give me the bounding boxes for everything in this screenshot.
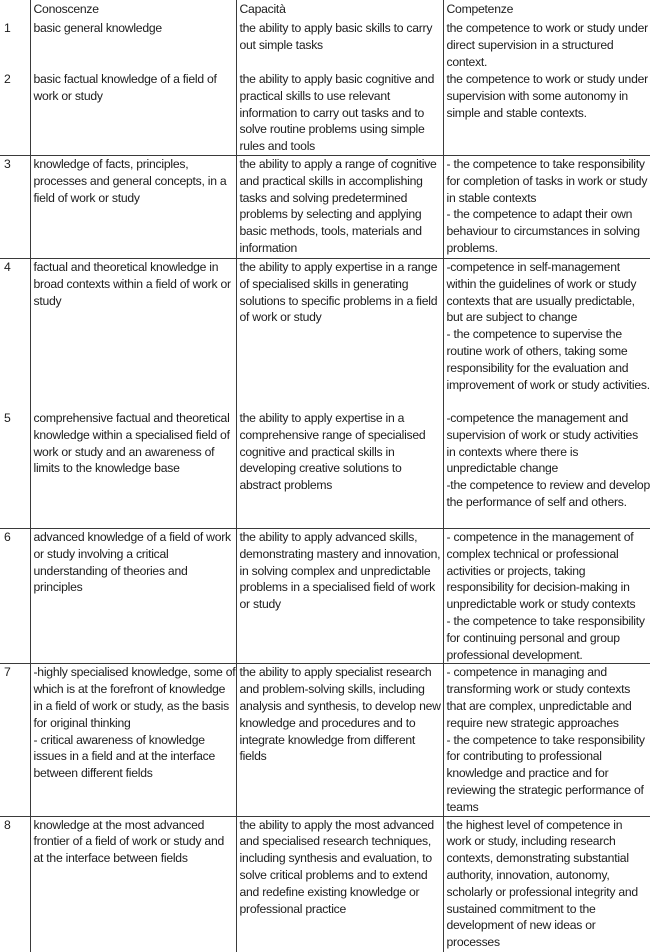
knowledge-cell	[30, 528, 236, 663]
competence-text: -competence the management and supervision of work or study activities in contexts where there is unpredictable change	[447, 410, 650, 477]
level-number: 4	[0, 258, 30, 410]
knowledge-cell	[30, 71, 236, 155]
knowledge-cell	[30, 816, 236, 952]
competence-cell	[443, 528, 650, 663]
competence-cell	[443, 20, 650, 71]
header-competence: Competenze	[443, 0, 650, 20]
level-row-6	[0, 528, 650, 663]
competence-cell	[443, 258, 650, 410]
level-number: 3	[0, 155, 30, 258]
skills-cell	[236, 258, 443, 410]
competence-text: - the competence to adapt their own behaviour to circumstances in solving problems.	[447, 206, 650, 256]
skills-text: the ability to apply a range of cognitive and practical skills in accomplishing tasks and solving predetermined problems by selecting and applying basic methods, tools, materials and information	[240, 156, 443, 257]
competence-text: - the competence to take responsibility for contributing to professional knowledge and practice and for reviewing the strategic performance of teams	[447, 732, 650, 816]
knowledge-cell	[30, 155, 236, 258]
competence-cell	[443, 155, 650, 258]
skills-text: the ability to apply expertise in a range of specialised skills in generating solutions to specific problems in a field of work or study	[240, 259, 443, 326]
skills-text: the ability to apply specialist research and problem-solving skills, including analysis and synthesis, to develop new knowledge and procedures and to integrate knowledge from different fields	[240, 664, 443, 765]
knowledge-text: knowledge of facts, principles, processes and general concepts, in a field of work or study	[34, 156, 236, 206]
knowledge-text: - critical awareness of knowledge issues in a field and at the interface between different fields	[34, 732, 236, 782]
level-number: 7	[0, 664, 30, 816]
level-row-2	[0, 71, 650, 155]
competence-text: - the competence to take responsibility for continuing personal and group professional development.	[447, 613, 650, 663]
skills-text: the ability to apply the most advanced and specialised research techniques, including synthesis and evaluation, to solve critical problems and to extend and redefine existing knowledge or professional practice	[240, 817, 443, 918]
level-row-4	[0, 258, 650, 410]
competence-text: - the competence to take responsibility for completion of tasks in work or study in stable contexts	[447, 156, 650, 206]
skills-cell	[236, 155, 443, 258]
level-number: 2	[0, 71, 30, 155]
skills-cell	[236, 410, 443, 529]
competence-text: - competence in the management of complex technical or professional activities or projects, taking responsibility for decision-making in unpredictable work or study contexts	[447, 529, 650, 613]
level-number: 8	[0, 816, 30, 952]
competence-text: - competence in managing and transforming work or study contexts that are complex, unpredictable and require new strategic approaches	[447, 664, 650, 731]
header-row	[0, 0, 650, 20]
competence-text: the competence to work or study under supervision with some autonomy in simple and stable contexts.	[447, 71, 650, 121]
level-row-8	[0, 816, 650, 952]
skills-cell	[236, 71, 443, 155]
skills-cell	[236, 664, 443, 816]
skills-text: the ability to apply basic skills to carry out simple tasks	[240, 20, 443, 54]
skills-text: the ability to apply expertise in a comprehensive range of specialised cognitive and practical skills in developing creative solutions to abstract problems	[240, 410, 443, 494]
skills-text: the ability to apply basic cognitive and practical skills to use relevant information to carry out tasks and to solve routine problems using simple rules and tools	[240, 71, 443, 155]
level-number: 6	[0, 528, 30, 663]
level-row-1	[0, 20, 650, 71]
knowledge-text: comprehensive factual and theoretical knowledge within a specialised field of work or study and an awareness of limits to the knowledge base	[34, 410, 236, 477]
competence-cell	[443, 410, 650, 529]
competence-text: -the competence to review and develop the performance of self and others.	[447, 477, 650, 511]
knowledge-text: -highly specialised knowledge, some of which is at the forefront of knowledge in a field of work or study, as the basis for original thinking	[34, 664, 236, 731]
level-row-3	[0, 155, 650, 258]
knowledge-text: advanced knowledge of a field of work or study involving a critical understanding of theories and principles	[34, 529, 236, 596]
competence-text: the competence to work or study under direct supervision in a structured context.	[447, 20, 650, 70]
knowledge-text: basic general knowledge	[34, 20, 236, 37]
level-row-7	[0, 664, 650, 816]
level-row-5	[0, 410, 650, 529]
competence-cell	[443, 816, 650, 952]
knowledge-cell	[30, 410, 236, 529]
knowledge-text: basic factual knowledge of a field of work or study	[34, 71, 236, 105]
knowledge-text: factual and theoretical knowledge in broad contexts within a field of work or study	[34, 259, 236, 309]
header-knowledge: Conoscenze	[30, 0, 236, 20]
competence-cell	[443, 664, 650, 816]
level-number: 1	[0, 20, 30, 71]
levels-body	[0, 20, 650, 952]
competence-text: - the competence to supervise the routine work of others, taking some responsibility for the evaluation and improvement of work or study activities.	[447, 326, 650, 393]
competence-text: -competence in self-management within the guidelines of work or study contexts that are usually predictable, but are subject to change	[447, 259, 650, 326]
header-skills: Capacità	[236, 0, 443, 20]
competence-text: the highest level of competence in work or study, including research contexts, demonstrating substantial authority, innovation, autonomy, scholarly or professional integrity and sustained commitment to the development of new ideas or processes	[447, 817, 650, 951]
skills-text: the ability to apply advanced skills, demonstrating mastery and innovation, in solving complex and unpredictable problems in a specialised field of work or study	[240, 529, 443, 613]
skills-cell	[236, 20, 443, 71]
knowledge-text: knowledge at the most advanced frontier of a field of work or study and at the interface between fields	[34, 817, 236, 867]
header-level-number	[0, 0, 30, 20]
competence-cell	[443, 71, 650, 155]
skills-cell	[236, 816, 443, 952]
knowledge-cell	[30, 20, 236, 71]
knowledge-cell	[30, 258, 236, 410]
skills-cell	[236, 528, 443, 663]
knowledge-cell	[30, 664, 236, 816]
level-number: 5	[0, 410, 30, 529]
